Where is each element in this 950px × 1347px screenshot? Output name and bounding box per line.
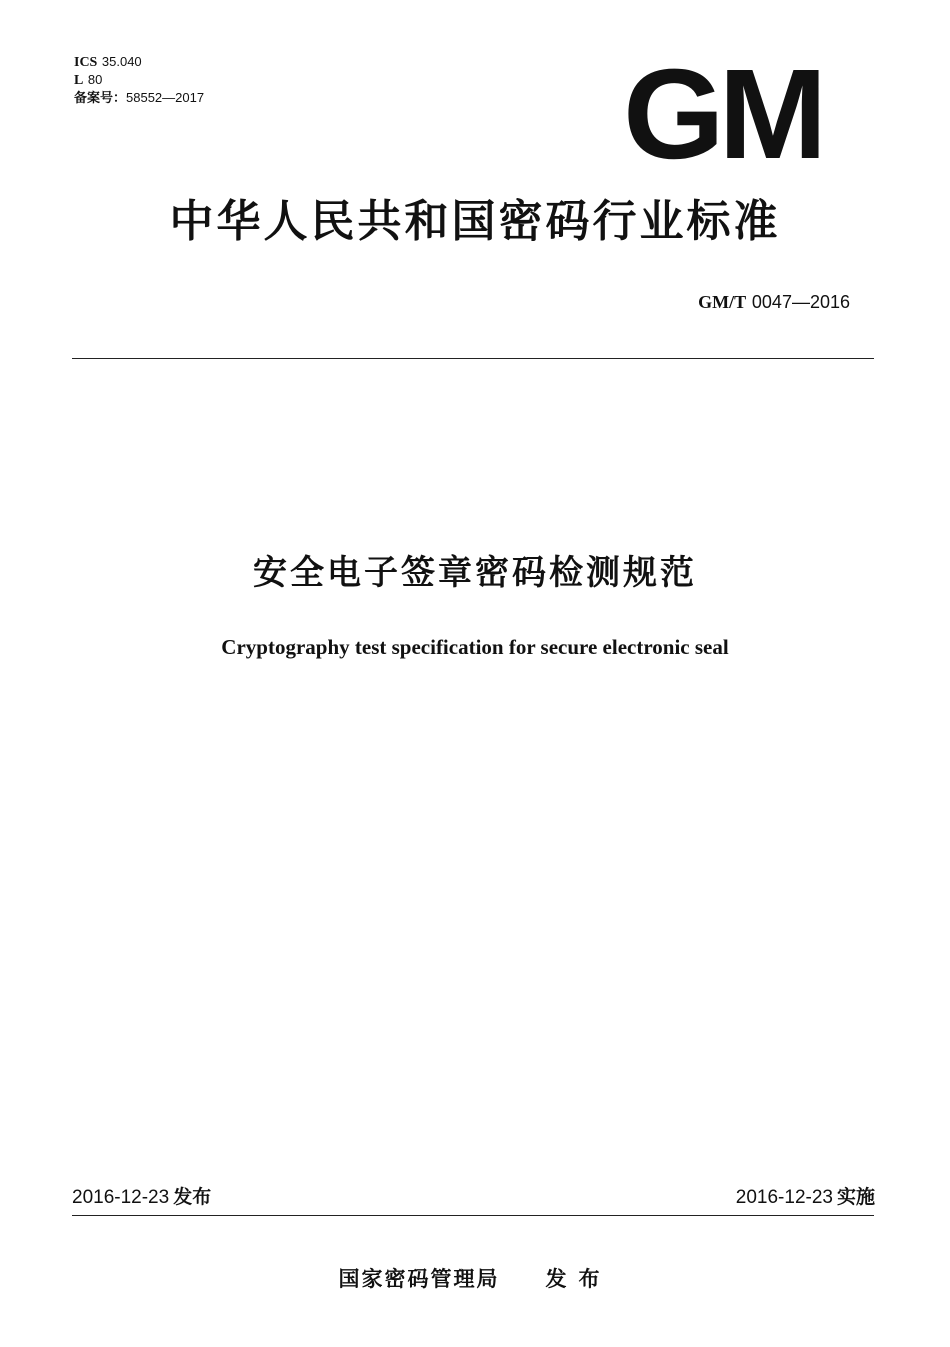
ics-line	[74, 53, 204, 71]
document-title-english: Cryptography test specification for secure electronic seal	[221, 635, 729, 659]
record-value: 58552—2017	[126, 90, 205, 105]
standard-number-value: 0047—2016	[751, 292, 850, 312]
record-line	[74, 89, 204, 107]
ccs-label: L	[74, 73, 84, 88]
publisher-line	[0, 1264, 950, 1294]
publisher-action: 发布	[545, 1267, 612, 1291]
document-title-chinese: 安全电子签章密码检测规范	[253, 553, 697, 593]
publisher-name: 国家密码管理局	[338, 1267, 500, 1291]
ccs-line	[74, 71, 204, 89]
implement-date: 2016-12-23	[735, 1187, 833, 1208]
ics-label: ICS	[74, 55, 98, 70]
ccs-value: 80	[87, 72, 103, 87]
gm-logo-text: GM	[622, 43, 822, 186]
publish-date: 2016-12-23	[72, 1187, 170, 1208]
implement-date-block	[736, 1184, 875, 1211]
top-divider	[72, 358, 874, 359]
classification-block	[74, 53, 204, 107]
publish-label: 发布	[173, 1186, 212, 1208]
industry-standard-title: 中华人民共和国密码行业标准	[169, 196, 781, 247]
ics-value: 35.040	[101, 54, 142, 69]
standard-number	[698, 290, 850, 315]
standard-number-prefix: GM/T	[698, 292, 747, 312]
bottom-divider	[72, 1215, 874, 1216]
publish-date-block	[72, 1184, 211, 1211]
record-label: 备案号：	[74, 91, 127, 106]
gm-logo	[622, 43, 822, 186]
implement-label: 实施	[836, 1186, 875, 1208]
